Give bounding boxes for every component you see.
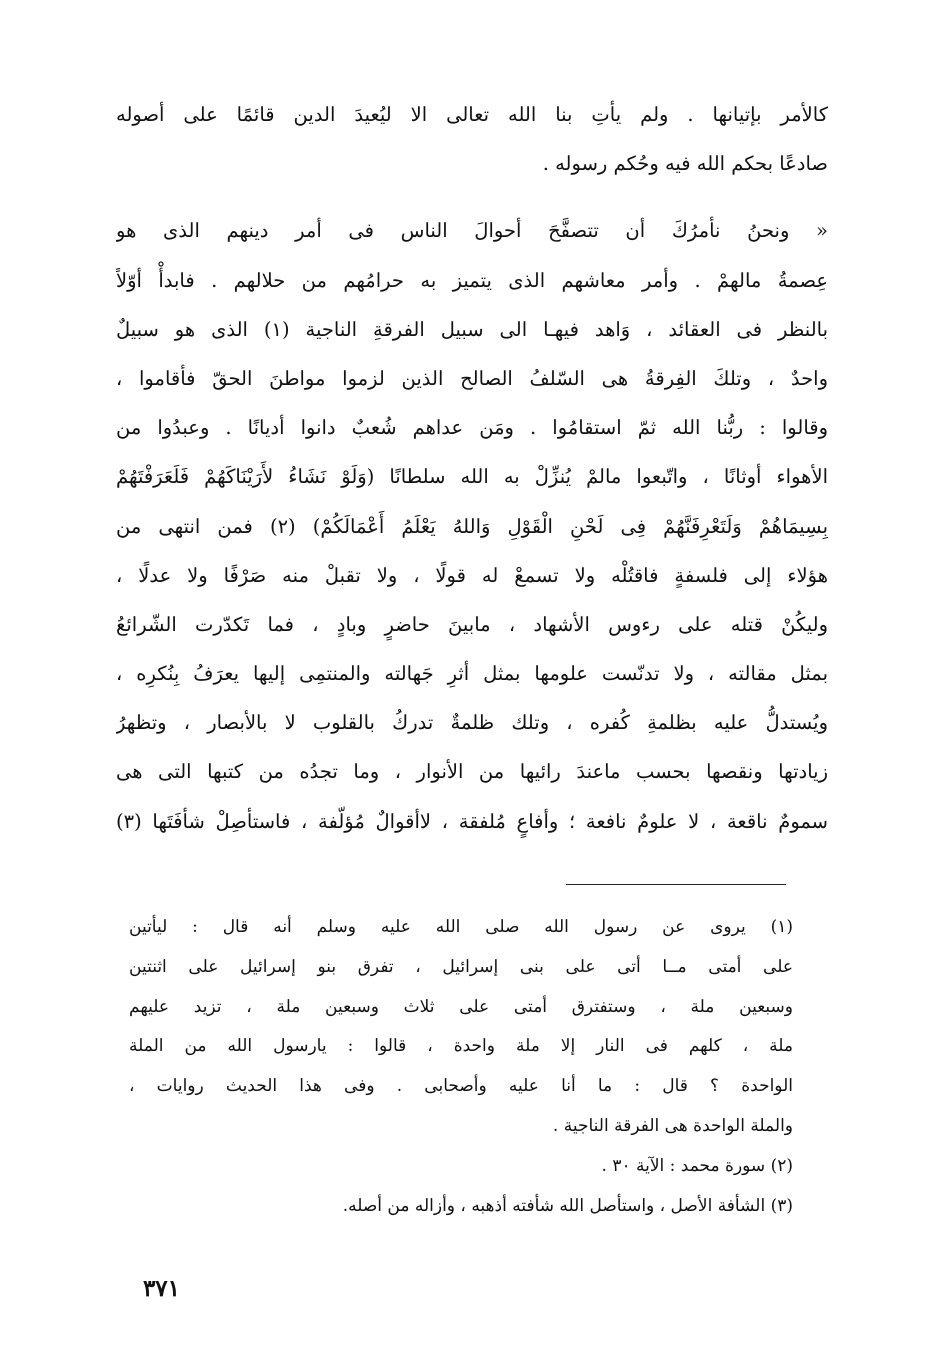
text-line: عِصمةُ مالهمْ . وأمر معاشهم الذى يتميز به حرامُهم من حلالهم . فابدأْ أوّلاً (116, 268, 828, 292)
text-line: الأهواء أوثانًا ، واتّبعوا مالمْ يُنزِّلْ به الله سلطانًا (وَلَوْ نَشَاءُ لأَرَيْنَاكَهُمْ فَلَعَرَفْتَهُمْ (116, 465, 828, 489)
text-line: وقالوا : ربُّنا الله ثمّ استقامُوا . ومَن عداهم شُعبٌ دانوا أديانًا . وعبدُوا من (116, 416, 828, 440)
text-line: سمومٌ ناقعة ، لا علومٌ نافعة ؛ وأفاعٍ مُلفقة ، لاأقوالٌ مُؤلّفة ، فاستأصِلْ شأفَتَها (٣) (116, 809, 828, 833)
footnote-line: ملة ، كلهم فى النار إلا ملة واحدة ، قالوا : يارسول الله من الملة (129, 1036, 793, 1057)
footnote-separator (566, 884, 786, 885)
text-line: صادعًا بحكم الله فيه وحُكم رسوله . (542, 152, 828, 176)
footnote-line: الواحدة ؟ قال : ما أنا عليه وأصحابى . وفى هذا الحديث روايات ، (129, 1076, 793, 1097)
text-line: كالأمر بإتيانها . ولم يأتِ بنا الله تعالى الا ليُعيدَ الدين قائمًا على أصوله (116, 103, 828, 126)
page-number: ٣٧١ (142, 1275, 180, 1302)
text-line: هؤلاء إلى فلسفةٍ فاقتُلْه ولا تسمعْ له قولًا ، ولا تقبلْ منه صَرْفًا ولا عدلًا ، (116, 563, 828, 587)
footnote-line: (١) يروى عن رسول الله صلى الله عليه وسلم أنه قال : ليأتين (129, 917, 793, 937)
paragraph-gap (116, 188, 828, 206)
paragraph-2 (116, 206, 828, 845)
footnote-3: (٣) الشأفة الأصل ، واستأصل الله شأفته أذهبه ، وأزاله من أصله. (342, 1195, 793, 1216)
text-line: واحدٌ ، وتلكَ الفِرقةُ هى السّلفُ الصالح الذين لزموا مواطنَ الحقّ فأقاموا ، (116, 366, 828, 390)
paragraph-1 (116, 90, 828, 188)
text-line: بالنظر فى العقائد ، وَاهد فيهـا الى سبيل الفرقةِ الناجية (١) الذى هو سبيلٌ (116, 317, 828, 341)
main-text (116, 90, 828, 846)
text-line: ويُستدلُّ عليه بظلمةِ كُفره ، وتلك ظلمةٌ تدركُ بالقلوب لا بالأبصار ، وتظهرُ (116, 711, 828, 735)
footnote-line: والملة الواحدة هى الفرقة الناجية . (552, 1115, 793, 1136)
footnote-2: (٢) سورة محمد : الآية ٣٠ . (601, 1155, 793, 1176)
text-line: بمثل مقالته ، ولا تدنّست علومها بمثل أثرِ جَهالته والمنتمِى إليها يعرَفُ بِنُكرِه ، (116, 662, 828, 686)
text-line: وليكُنْ قتله على رءوس الأشهاد ، مابينَ حاضرٍ وبادٍ ، فما تَكدّرت الشّرائعُ (116, 612, 828, 636)
footnote-line: على أمتى مــا أتى على بنى إسرائيل ، تفرق بنو إسرائيل على اثنتين (129, 956, 793, 977)
text-line: زيادتها ونقصها بحسب ماعندَ رائيها من الأنوار ، وما تجدُه من كتبها التى هى (116, 760, 828, 784)
footnotes (129, 908, 793, 1226)
text-line: بِسِيمَاهُمْ وَلَتَعْرِفَنَّهُمْ فِى لَحْنِ الْقَوْلِ وَاللهُ يَعْلَمُ أَعْمَالَكُمْ) (٢) فمن انتهى من (116, 514, 828, 538)
text-line: « ونحنُ نأمرُكَ أن تتصفَّحَ أحوالَ الناس فى أمر دينهم الذى هو (116, 219, 828, 243)
footnote-line: وسبعين ملة ، وستفترق أمتى على ثلاث وسبعين ملة ، تزيد عليهم (129, 996, 793, 1017)
footnote-1 (129, 908, 793, 1147)
